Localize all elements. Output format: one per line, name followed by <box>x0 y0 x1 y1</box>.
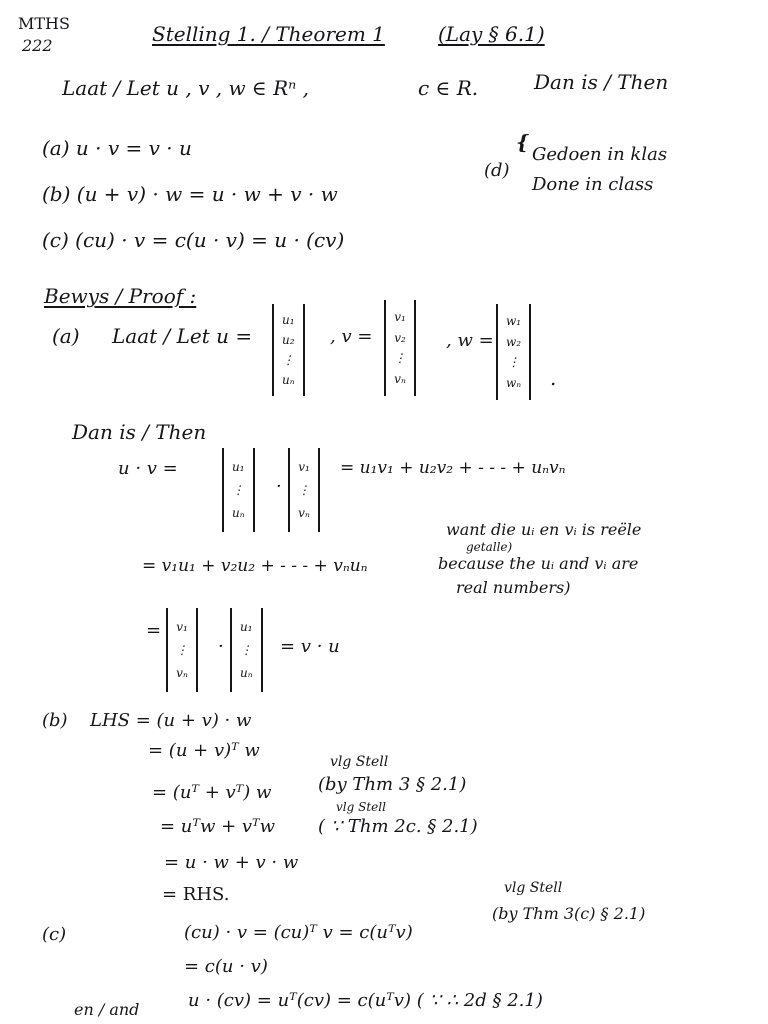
proof-c-label: (c) <box>42 924 67 945</box>
equals-sign: = <box>146 620 162 641</box>
statement-d-line2: Done in class <box>532 174 654 195</box>
proof-b-note: (by Thm 3 § 2.1) <box>318 774 467 795</box>
proof-b-line2: = (u + v)ᵀ w <box>148 740 260 761</box>
proof-b-line6: = RHS. <box>162 884 230 905</box>
reason-english-2: real numbers) <box>456 578 571 597</box>
column-u2 <box>230 608 263 692</box>
col-v-entry: vₙ <box>176 666 188 680</box>
expansion-1: = u₁v₁ + u₂v₂ + - - - + uₙvₙ <box>340 458 566 478</box>
col-u-entry: u₁ <box>232 460 245 474</box>
statement-b: (b) (u + v) · w = u · w + v · w <box>42 182 338 206</box>
vector-w <box>496 304 531 400</box>
column-v2 <box>166 608 198 692</box>
proof-b-line3: = (uᵀ + vᵀ) w <box>152 782 272 803</box>
curly-brace: { <box>516 130 529 154</box>
proof-b-line5: = u · w + v · w <box>164 852 299 873</box>
column-v <box>288 448 320 532</box>
uv-lhs: u · v = <box>118 458 178 479</box>
course-number: 222 <box>22 36 53 55</box>
course-code: MTHS <box>18 14 70 33</box>
statement-scalar: c ∈ R. <box>418 76 479 100</box>
reason-afrikaans-2: getalle) <box>466 540 513 554</box>
proof-b4-note-af: vlg Stell <box>336 800 386 814</box>
col-u-entry: ⋮ <box>240 643 253 657</box>
proof-c-line2: = c(u · v) <box>184 956 268 977</box>
col-v-entry: ⋮ <box>298 483 310 497</box>
proof-b-note-af: vlg Stell <box>330 754 389 770</box>
col-v-entry: vₙ <box>298 506 310 520</box>
proof-c-note: (by Thm 3(c) § 2.1) <box>492 904 646 923</box>
w-entry: wₙ <box>506 376 522 391</box>
column-u <box>222 448 255 532</box>
proof-c-and: en / and <box>74 1000 140 1019</box>
w-entry: w₁ <box>506 313 522 328</box>
proof-b-line1: LHS = (u + v) · w <box>90 710 252 731</box>
period: . <box>550 366 557 390</box>
proof-heading: Bewys / Proof : <box>44 284 197 308</box>
expansion-2: = v₁u₁ + v₂u₂ + - - - + vₙuₙ <box>142 556 368 576</box>
col-v-entry: v₁ <box>298 460 310 474</box>
col-u-entry: ⋮ <box>232 483 245 497</box>
v-entry: v₂ <box>394 330 406 345</box>
reference: (Lay § 6.1) <box>438 22 545 46</box>
statement-d-label: (d) <box>484 160 510 181</box>
u-entry: u₁ <box>282 313 295 327</box>
u-entry: uₙ <box>282 373 295 387</box>
proof-c-note-af: vlg Stell <box>504 880 563 896</box>
col-u-entry: uₙ <box>240 666 253 680</box>
w-entry: w₂ <box>506 334 522 349</box>
statement-intro: Laat / Let u , v , w ∈ Rⁿ , <box>62 76 309 100</box>
col-v-entry: v₁ <box>176 620 188 634</box>
vector-v <box>384 300 416 396</box>
col-v-entry: ⋮ <box>176 643 188 657</box>
proof-a-label: (a) <box>52 324 80 348</box>
proof-c-line1: (cu) · v = (cu)ᵀ v = c(uᵀv) <box>184 922 413 943</box>
v-entry: vₙ <box>394 372 406 387</box>
reason-english: because the uᵢ and vᵢ are <box>438 554 639 573</box>
proof-b-label: (b) <box>42 710 68 731</box>
v-entry: ⋮ <box>394 351 406 366</box>
col-u-entry: u₁ <box>240 620 253 634</box>
proof-v-label: , v = <box>330 326 373 347</box>
proof-b4-note: ( ∵ Thm 2c. § 2.1) <box>318 816 478 837</box>
vector-u <box>272 304 305 396</box>
statement-a: (a) u · v = v · u <box>42 136 192 160</box>
dot-symbol: · <box>218 636 224 657</box>
u-entry: ⋮ <box>282 353 295 367</box>
proof-c-line3: u · (cv) = uᵀ(cv) = c(uᵀv) ( ∵ ∴ 2d § 2.1) <box>188 990 543 1011</box>
reason-afrikaans: want die uᵢ en vᵢ is reële <box>446 520 642 539</box>
statement-c: (c) (cu) · v = c(u · v) = u · (cv) <box>42 228 345 252</box>
w-entry: ⋮ <box>507 355 520 370</box>
proof-w-label: , w = <box>446 330 494 351</box>
proof-a-let: Laat / Let u = <box>112 324 253 348</box>
proof-then: Dan is / Then <box>72 420 207 444</box>
col-u-entry: uₙ <box>232 506 245 520</box>
v-entry: v₁ <box>394 309 406 324</box>
dot-symbol: · <box>276 476 282 497</box>
statement-d-line1: Gedoen in klas <box>532 144 668 165</box>
page-title: Stelling 1. / Theorem 1 <box>152 22 385 46</box>
u-entry: u₂ <box>282 333 295 347</box>
statement-then: Dan is / Then <box>534 70 669 94</box>
proof-b-line4: = uᵀw + vᵀw <box>160 816 276 837</box>
eq-vu: = v · u <box>280 636 340 657</box>
